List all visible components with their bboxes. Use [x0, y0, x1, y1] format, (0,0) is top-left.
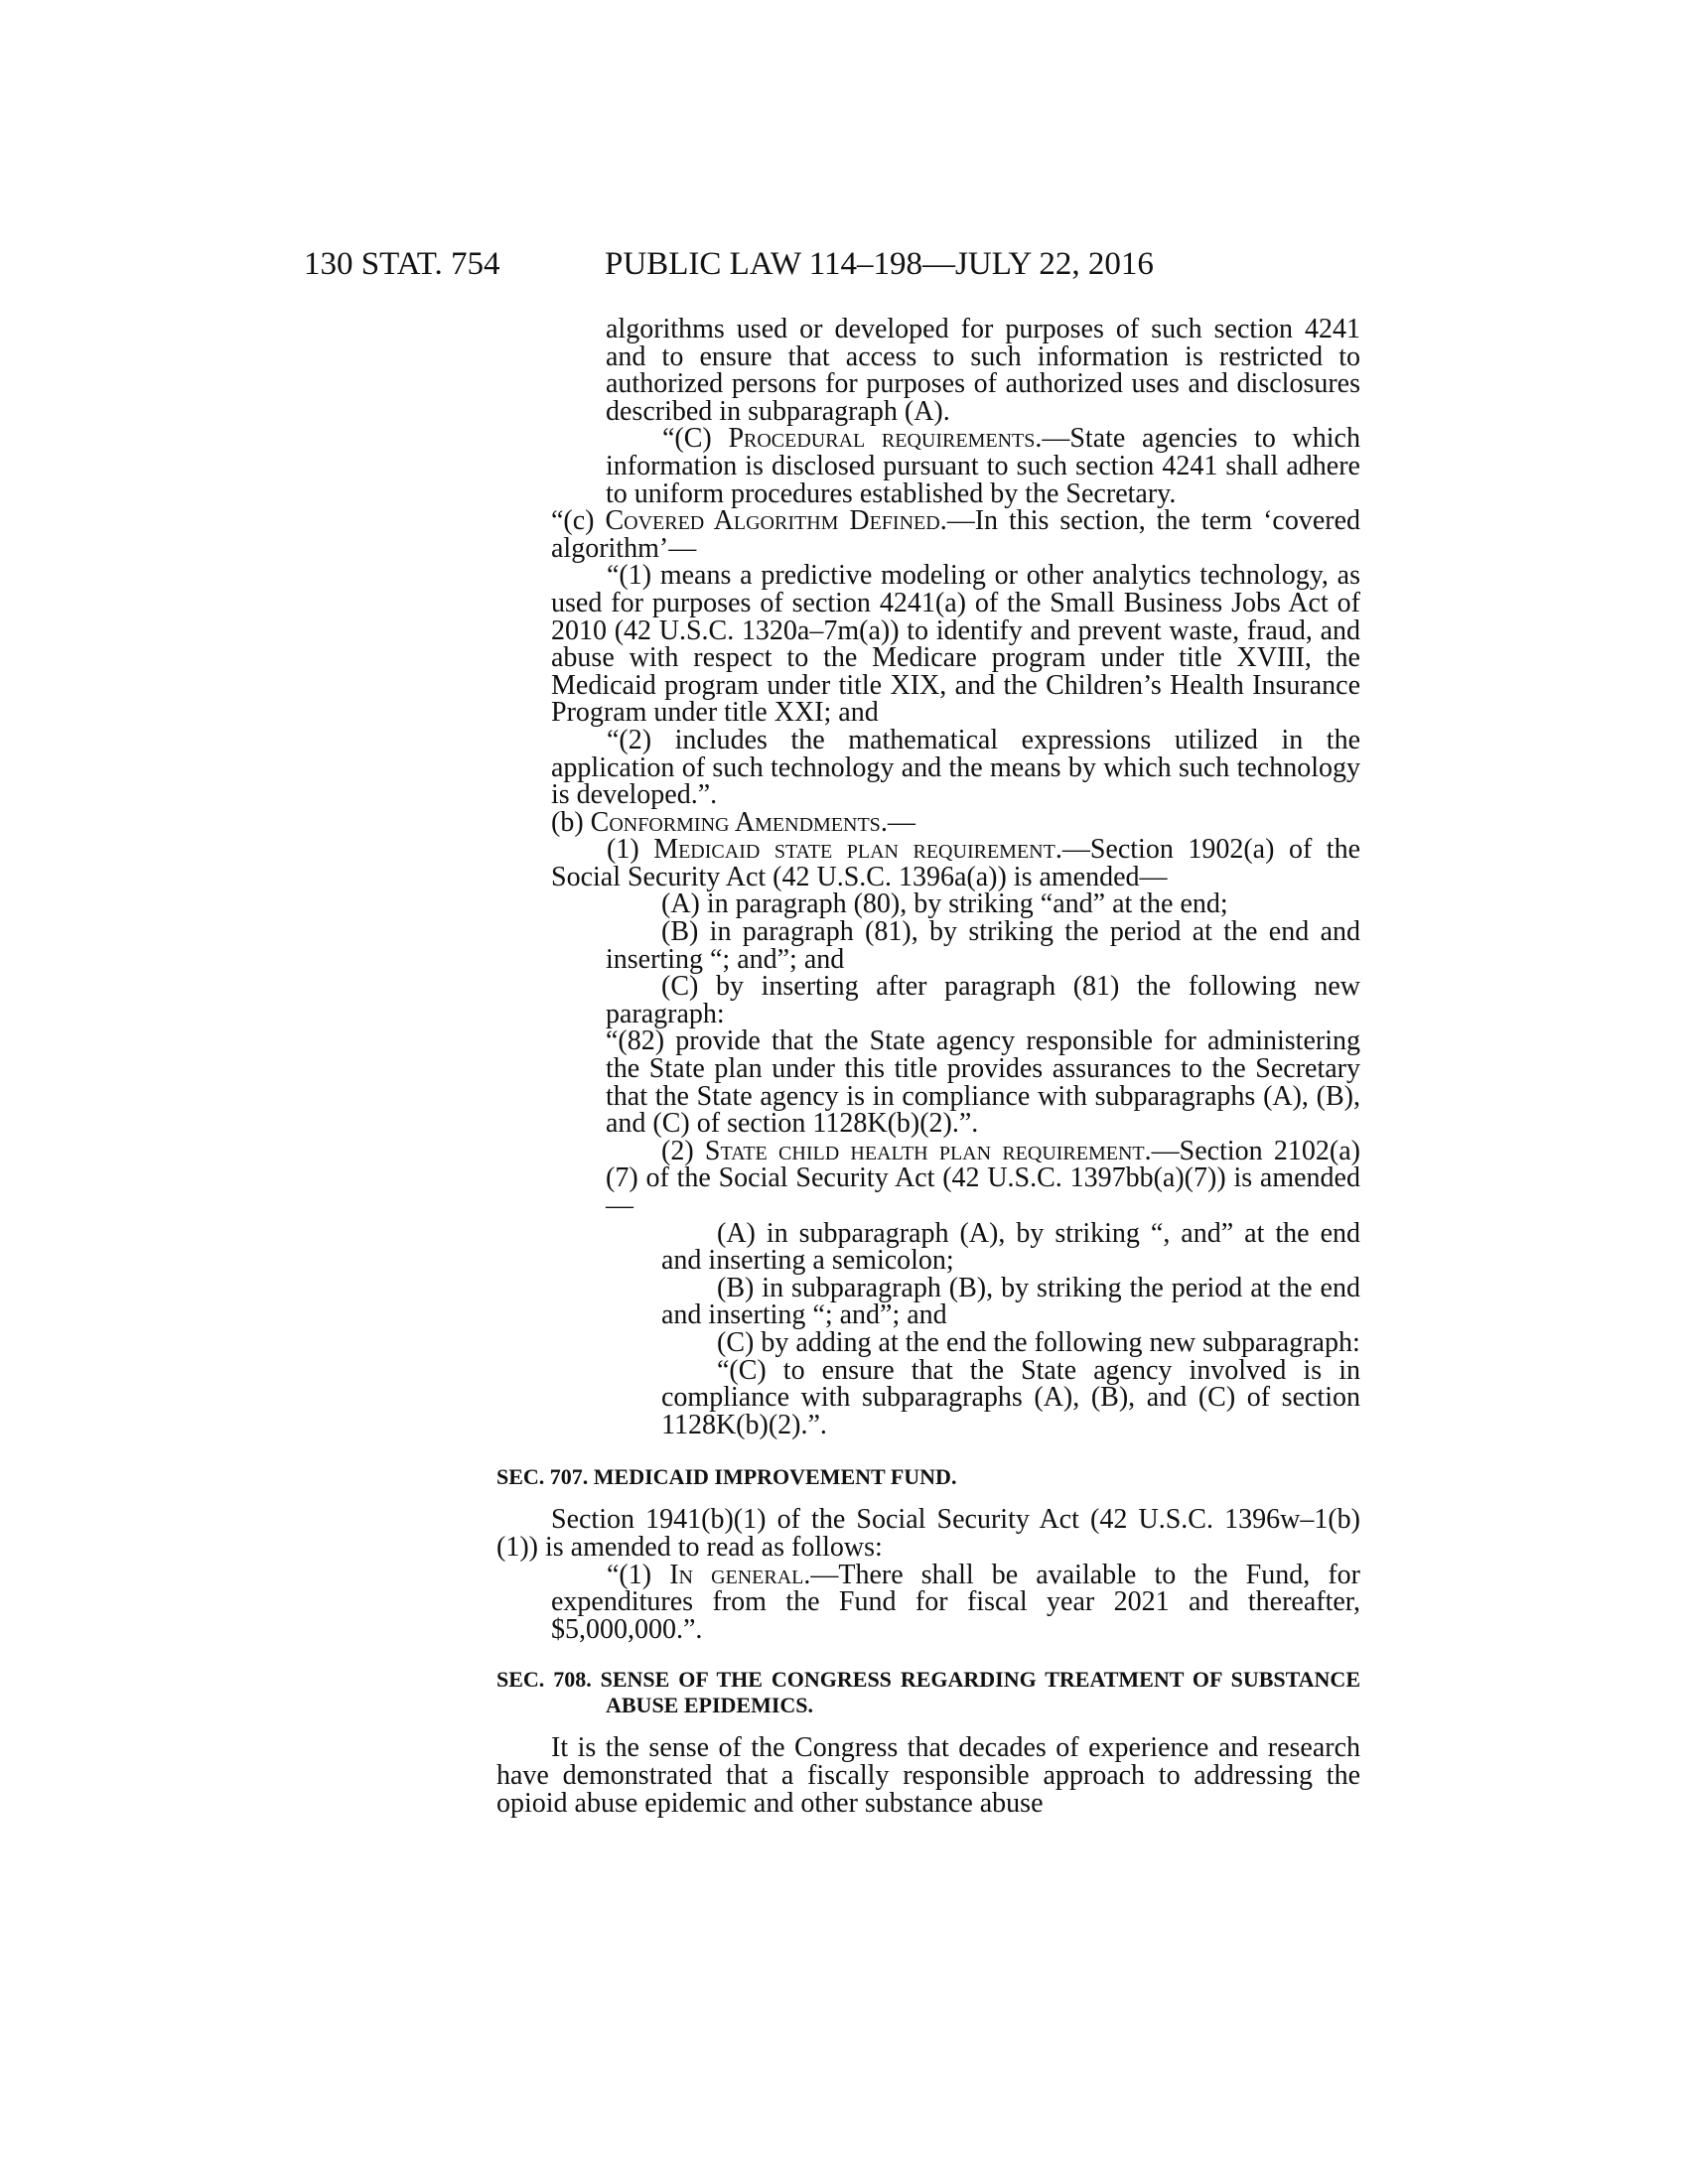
paragraph: “(82) provide that the State agency responsible for administering the State plan under this title provides assurances to the Secretary that the State agency is in compliance with subparagraphs (A), (B), and (C) of section 1128K(b)(2).”. [606, 1025, 1360, 1140]
para-text: .— [880, 806, 915, 838]
para-text: .—In this section, the term ‘covered algorithm’— [551, 505, 1360, 564]
para-text: .—There shall be available to the Fund, for expenditures from the Fund for fiscal year 2021 and thereafter, $5,000,000.”. [551, 1559, 1360, 1645]
paragraph: “(2) includes the mathematical expressions utilized in the application of such technology and the means by which such technology is developed.”. [551, 724, 1360, 811]
para-caption: Procedural requirements [728, 423, 1036, 455]
para-lead: (b) [551, 806, 591, 838]
paragraph: (C) by adding at the end the following new subparagraph: [717, 1326, 1360, 1358]
paragraph: algorithms used or developed for purposes of such section 4241 and to ensure that access to such information is restricted to authorized persons for purposes of authorized uses and disclosures described in subparagraph (A). [606, 314, 1360, 427]
paragraph [551, 806, 1360, 838]
paragraph: “(1) means a predictive modeling or other analytics technology, as used for purposes of section 4241(a) of the Small Business Jobs Act of 2010 (42 U.S.C. 1320a–7m(a)) to identify and prevent waste, fraud, and abuse with respect to the Medicare program under title XVIII, the Medicaid program under title XIX, and the Children’s Health Insurance Program under title XXI; and [551, 560, 1360, 729]
paragraph [551, 1559, 1360, 1645]
paragraph: It is the sense of the Congress that decades of experience and research have demonstrated that a fiscally responsible approach to addressing the opioid abuse epidemic and other substance abuse [496, 1732, 1360, 1819]
para-caption: State child health plan requirement [704, 1135, 1145, 1166]
paragraph: (B) in subparagraph (B), by striking the period at the end and inserting “; and”; and [661, 1272, 1360, 1331]
paragraph: (A) in paragraph (80), by striking “and” at the end; [661, 888, 1228, 920]
para-lead: (1) [607, 834, 654, 866]
paragraph [551, 836, 1360, 890]
para-text: .—Section 1902(a) of the Social Security Act (42 U.S.C. 1396a(a)) is amended— [551, 834, 1361, 892]
stat-page-number: 130 STAT. 754 [304, 246, 500, 282]
para-caption: Conforming Amendments [590, 806, 881, 838]
paragraph [606, 425, 1360, 507]
running-head: PUBLIC LAW 114–198—JULY 22, 2016 [605, 246, 1154, 282]
para-caption: In general [669, 1559, 804, 1590]
para-text: .—Section 2102(a)(7) of the Social Security Act (42 U.S.C. 1397bb(a)(7)) is amended— [606, 1135, 1360, 1221]
para-lead: “(c) [551, 505, 606, 537]
paragraph [606, 1135, 1360, 1221]
paragraph [551, 507, 1360, 562]
paragraph: (C) by inserting after paragraph (81) the following new paragraph: [606, 971, 1360, 1029]
para-lead: “(1) [607, 1559, 670, 1590]
paragraph: “(C) to ensure that the State agency involved is in compliance with subparagraphs (A), (B), and (C) of section 1128K(b)(2).”. [661, 1354, 1360, 1440]
paragraph: Section 1941(b)(1) of the Social Security Act (42 U.S.C. 1396w–1(b)(1)) is amended to read as follows: [496, 1504, 1360, 1563]
para-caption: Covered Algorithm Defined [605, 505, 940, 537]
paragraph: (A) in subparagraph (A), by striking “, and” at the end and inserting a semicolon; [661, 1217, 1360, 1277]
para-lead: “(C) [662, 423, 729, 455]
section-heading-708: SEC. 708. SENSE OF THE CONGRESS REGARDING TREATMENT OF SUBSTANCE ABUSE EPIDEMICS. [496, 1667, 1360, 1718]
page-body [496, 314, 1361, 1819]
para-lead: (2) [661, 1135, 705, 1166]
para-caption: Medicaid state plan requirement [653, 834, 1055, 866]
para-text: .—State agencies to which information is disclosed pursuant to such section 4241 shall adhere to uniform procedures established by the Secretary. [606, 423, 1360, 509]
section-heading-707: SEC. 707. MEDICAID IMPROVEMENT FUND. [496, 1464, 957, 1490]
paragraph: (B) in paragraph (81), by striking the period at the end and inserting “; and”; and [606, 916, 1360, 975]
